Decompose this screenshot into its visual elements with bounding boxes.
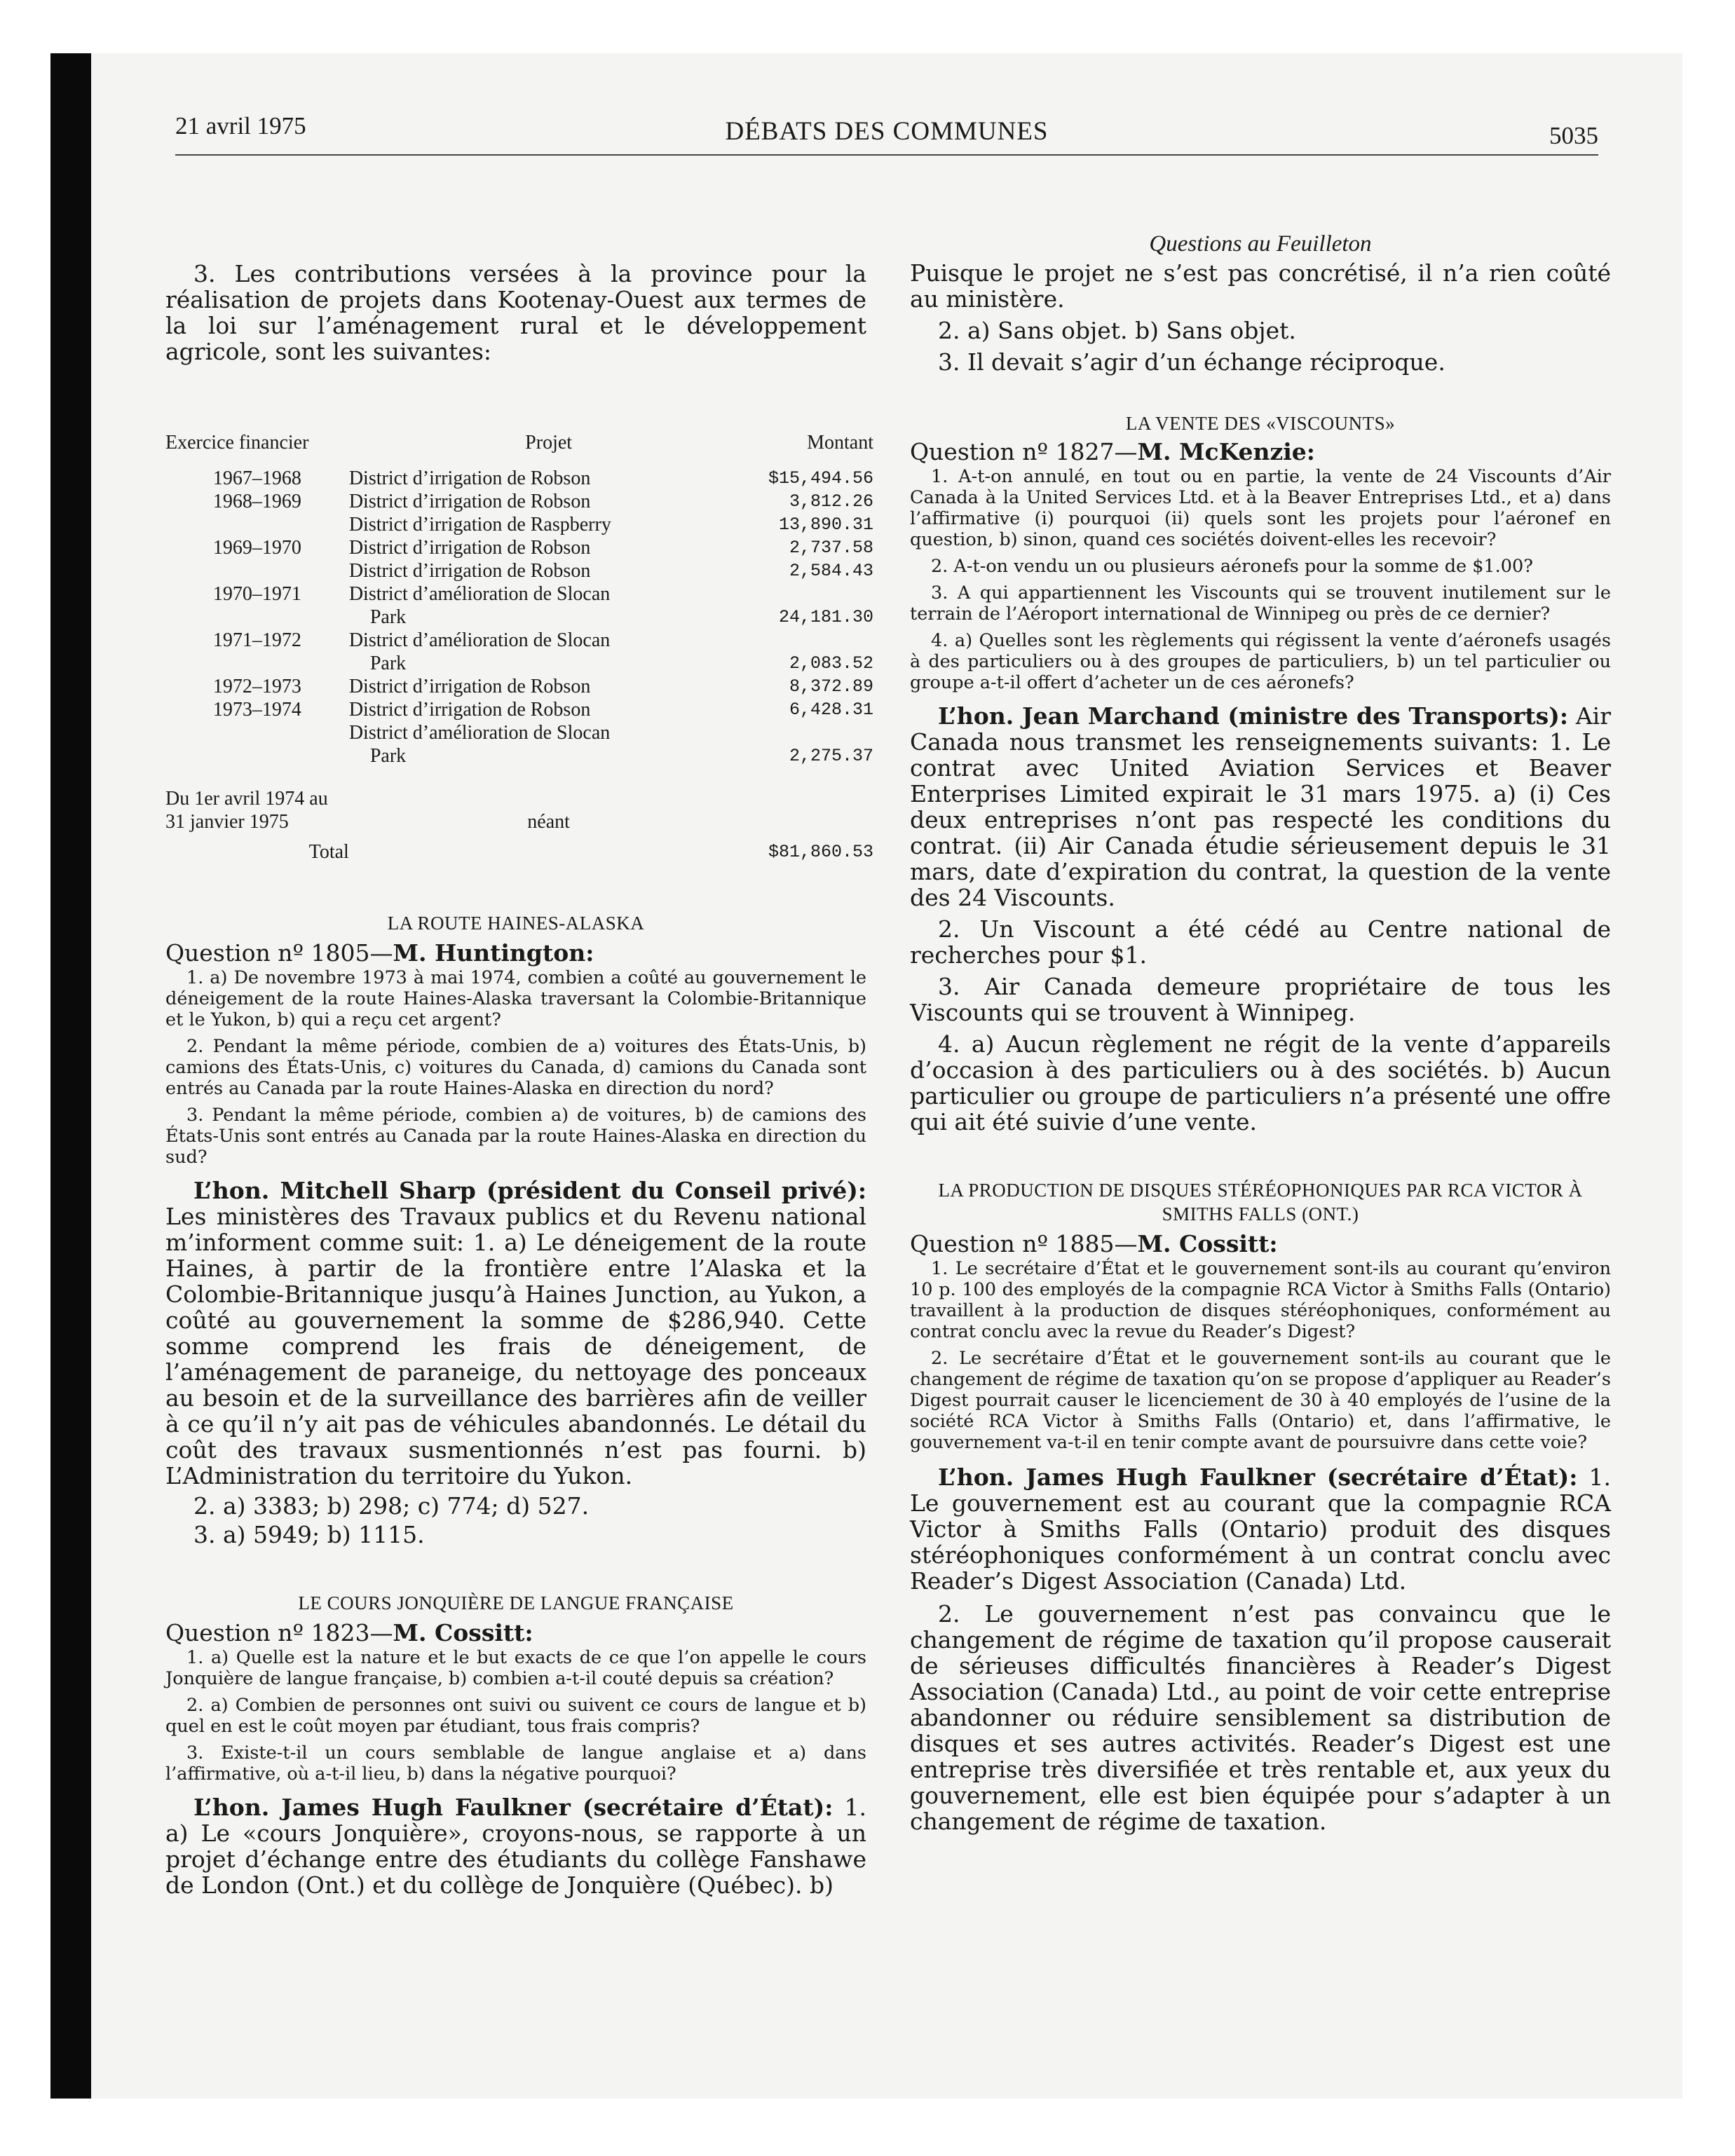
speaker-name: L’hon. James Hugh Faulkner (secrétaire d’État): <box>938 1464 1578 1491</box>
project-cell: District d’irrigation de Robson <box>348 699 591 721</box>
right-column <box>910 231 1611 1834</box>
question-number: Question nº 1827— <box>910 438 1138 465</box>
question-1823 <box>165 1619 866 1647</box>
continued-answer: Puisque le projet ne s’est pas concrétisé, il n’a rien coûté au ministère. <box>910 259 1611 313</box>
answer-item: 2. Le gouvernement n’est pas convaincu que le changement de régime de taxation qu’il propose causerait de sérieuses difficultés financières à Reader’s Digest Association (Canada) Ltd., au point de voir cette entreprise abandonner ou réduire sensiblement sa distribution de disques et ses autres activités. Reader’s Digest est une entreprise très diversifiée et très rentable et, aux yeux du gouvernement, elle est bien équipée pour s’adapter à un changement de régime de taxation. <box>910 1600 1611 1835</box>
answer-item: 3. Air Canada demeure propriétaire de tous les Viscounts qui se trouvent à Winnipeg. <box>910 973 1611 1026</box>
table-row <box>165 467 873 490</box>
answer-item: 4. a) Aucun règlement ne régit de la vente d’appareils d’occasion à des particuliers ou à des sociétés. b) Aucun particulier ou groupe de particuliers n’a présenté une offre qui ait été suivie d’une vente. <box>910 1030 1611 1135</box>
answer-item: 2. a) Sans objet. b) Sans objet. <box>938 317 1296 344</box>
question-item: 1. a) De novembre 1973 à mai 1974, combien a coûté au gouvernement le déneigement de la route Haines-Alaska traversant la Colombie-Britannique et le Yukon, b) qui a reçu cet argent? <box>165 967 866 1030</box>
amount-cell: 3,812.26 <box>789 491 873 512</box>
answer-text: Air Canada nous transmet les renseignements suivants: 1. Le contrat avec United Aviation Services et Beaver Enterprises Limited expirait le 31 mars 1975. a) (i) Ces deux entreprises n’ont pas respecté les conditions du contrat. (ii) Air Canada étudie sérieusement depuis le 31 mars, date d’expiration du contrat, la question de la vente des 24 Viscounts. <box>910 702 1611 911</box>
answer-item: 2. a) 3383; b) 298; c) 774; d) 527. <box>193 1492 590 1520</box>
question-item: 2. a) Combien de personnes ont suivi ou suivent ce cours de langue et b) quel en est le coût moyen par étudiant, tous frais compris? <box>165 1695 866 1737</box>
table-row <box>165 787 873 810</box>
project-cell: District d’irrigation de Robson <box>348 560 591 582</box>
year-cell <box>165 652 349 675</box>
question-number: Question nº 1805— <box>165 939 393 967</box>
left-column <box>165 231 873 1899</box>
answer-faulkner-2 <box>910 1464 1611 1594</box>
contributions-table <box>165 429 873 864</box>
table-row <box>165 810 873 833</box>
question-1827 <box>910 438 1611 466</box>
table-header-row <box>165 429 873 457</box>
page-header <box>175 112 1598 156</box>
question-1805 <box>165 939 866 967</box>
year-cell: 1968–1969 <box>212 491 301 512</box>
year-cell: 1973–1974 <box>212 699 301 721</box>
table-header-cell: Projet <box>525 432 573 453</box>
amount-cell: $15,494.56 <box>768 468 873 489</box>
amount-cell: 8,372.89 <box>789 676 873 697</box>
table-row <box>165 536 873 559</box>
neant-cell: néant <box>527 811 570 833</box>
year-cell <box>165 513 349 536</box>
answer-item: 3. a) 5949; b) 1115. <box>193 1521 425 1548</box>
year-cell <box>165 606 349 629</box>
table-row <box>165 721 873 744</box>
year-cell: 1967–1968 <box>212 468 301 489</box>
speaker-name: L’hon. James Hugh Faulkner (secrétaire d’État): <box>193 1794 834 1821</box>
year-cell: 1970–1971 <box>212 583 301 605</box>
table-total-row <box>165 833 873 864</box>
question-item: 1. Le secrétaire d’État et le gouvernement sont-ils au courant qu’environ 10 p. 100 des employés de la compagnie RCA Victor à Smiths Falls (Ontario) travaillent à la production de disques stéréophoniques, conformément au contrat conclu avec la revue du Reader’s Digest? <box>910 1258 1611 1342</box>
section-heading-jonquiere: LE COURS JONQUIÈRE DE LANGUE FRANÇAISE <box>298 1592 734 1613</box>
speaker-name: L’hon. Mitchell Sharp (président du Conseil privé): <box>193 1177 866 1204</box>
amount-cell <box>748 721 873 744</box>
amount-cell: 2,275.37 <box>789 746 873 766</box>
answer-text: 1. a) Le «cours Jonquière», croyons-nous, se rapporte à un projet d’échange entre des étudiants du collège Fanshawe de London (Ont.) et du collège de Jonquière (Québec). b) <box>165 1794 866 1899</box>
table-row <box>165 698 873 721</box>
scan-left-border <box>50 53 91 2099</box>
answer-item: 2. Un Viscount a été cédé au Centre national de recherches pour $1. <box>910 915 1611 969</box>
project-cell: District d’amélioration de Slocan <box>348 583 611 605</box>
project-cell: District d’irrigation de Robson <box>348 537 591 559</box>
table-row <box>165 744 873 767</box>
header-date: 21 avril 1975 <box>175 112 306 139</box>
question-number: Question nº 1823— <box>165 1619 393 1646</box>
question-item: 2. Pendant la même période, combien de a) voitures des États-Unis, b) camions des États-Unis, c) voitures du Canada, d) camions du Canada sont entrés au Canada par la route Haines-Alaska en direction du nord? <box>165 1036 866 1099</box>
answer-faulkner-1 <box>165 1794 866 1898</box>
table-row <box>165 629 873 652</box>
table-header-cell: Montant <box>807 432 873 453</box>
question-member: M. McKenzie: <box>1137 438 1315 465</box>
answer-sharp <box>165 1178 866 1489</box>
table-row <box>165 606 873 629</box>
amount-cell <box>748 629 873 652</box>
question-member: M. Cossitt: <box>1137 1230 1278 1257</box>
intro-paragraph: 3. Les contributions versées à la province pour la réalisation de projets dans Kootenay-Ouest aux termes de la loi sur l’aménagement rural et le développement agricole, sont les suivantes: <box>165 260 866 365</box>
question-number: Question nº 1885— <box>910 1230 1138 1257</box>
answer-item: 3. Il devait s’agir d’un échange réciproque. <box>938 348 1445 376</box>
amount-cell: 2,083.52 <box>789 653 873 674</box>
project-cell: District d’amélioration de Slocan <box>348 722 611 744</box>
table-row <box>165 513 873 536</box>
project-cell: Park <box>369 653 407 674</box>
section-heading-rca: LA PRODUCTION DE DISQUES STÉRÉOPHONIQUES PAR RCA VICTOR À SMITHS FALLS (ONT.) <box>938 1180 1583 1224</box>
amount-cell <box>748 582 873 606</box>
question-item: 4. a) Quelles sont les règlements qui régissent la vente d’aéronefs usagés à des particuliers ou à des groupes de particuliers, b) un tel particulier ou groupe a-t-il offert d’acheter un de ces aéronefs? <box>910 630 1611 693</box>
project-cell: District d’irrigation de Raspberry <box>348 514 611 535</box>
question-item: 3. Existe-t-il un cours semblable de langue anglaise et a) dans l’affirmative, où a-t-il lieu, b) dans la négative pourquoi? <box>165 1742 866 1785</box>
period-cell: 31 janvier 1975 <box>165 811 289 833</box>
amount-cell: 6,428.31 <box>789 700 873 720</box>
year-cell <box>165 559 349 582</box>
scan-margin-bottom <box>0 2099 1735 2156</box>
answer-text: 1. Le gouvernement est au courant que la compagnie RCA Victor à Smiths Falls (Ontario) produit des disques stéréophoniques conformément à un contrat conclu avec Reader’s Digest Association (Canada) Ltd. <box>910 1464 1611 1595</box>
total-value: $81,860.53 <box>768 842 873 862</box>
project-cell: District d’irrigation de Robson <box>348 491 591 512</box>
year-cell: 1972–1973 <box>212 676 301 697</box>
project-cell: District d’irrigation de Robson <box>348 468 591 489</box>
year-cell <box>165 721 349 744</box>
question-item: 3. A qui appartiennent les Viscounts qui se trouvent inutilement sur le terrain de l’Aéroport international de Winnipeg ou près de ce dernier? <box>910 582 1611 625</box>
project-cell: Park <box>369 606 407 628</box>
question-item: 2. A-t-on vendu un ou plusieurs aéronefs pour la somme de $1.00? <box>931 556 1533 577</box>
section-heading-viscounts: LA VENTE DES «VISCOUNTS» <box>1125 413 1396 434</box>
total-label: Total <box>308 841 349 863</box>
header-page-number: 5035 <box>1549 122 1598 149</box>
amount-cell: 2,584.43 <box>789 561 873 581</box>
table-header-cell: Exercice financier <box>165 432 309 453</box>
question-item: 3. Pendant la même période, combien a) de voitures, b) de camions des États-Unis sont entrés au Canada par la route Haines-Alaska en direction du sud? <box>165 1105 866 1168</box>
question-1885 <box>910 1230 1611 1258</box>
question-item: 1. a) Quelle est la nature et le but exacts de ce que l’on appelle le cours Jonquière de langue française, b) combien a-t-il couté depuis sa création? <box>165 1647 866 1689</box>
answer-text: Les ministères des Travaux publics et du Revenu national m’informent comme suit: 1. a) Le déneigement de la route Haines, à partir de la frontière entre l’Alaska et la Colombie-Britannique jusqu’à Haines Junction, au Yukon, a coûté au gouvernement la somme de $286,940. Cette somme comprend les frais de déneigement, de l’aménagement de paraneige, du nettoyage des ponceaux au besoin et de la surveillance des barrières afin de veiller à ce qu’il n’y ait pas de véhicules abandonnés. Le détail du coût des travaux susmentionnés n’est pas fourni. b) L’Administration du territoire du Yukon. <box>165 1203 866 1489</box>
year-cell <box>165 744 349 767</box>
speaker-name: L’hon. Jean Marchand (ministre des Transports): <box>938 702 1569 730</box>
running-head: Questions au Feuilleton <box>1149 231 1372 257</box>
question-item: 1. A-t-on annulé, en tout ou en partie, la vente de 24 Viscounts d’Air Canada à la United Services Ltd. et à la Beaver Entreprises Ltd., et a) dans l’affirmative (i) pourquoi (ii) quels sont les projets pour l’aéronef en question, b) sinon, quand ces sociétés doivent-elles les recevoir? <box>910 466 1611 550</box>
table-row <box>165 582 873 606</box>
period-cell: Du 1er avril 1974 au <box>165 788 328 810</box>
question-member: M. Cossitt: <box>393 1619 533 1646</box>
amount-cell: 24,181.30 <box>778 607 873 627</box>
amount-cell: 13,890.31 <box>778 514 873 535</box>
year-cell: 1969–1970 <box>212 537 301 559</box>
table-row <box>165 652 873 675</box>
table-row <box>165 675 873 698</box>
amount-cell: 2,737.58 <box>789 538 873 558</box>
answer-marchand <box>910 703 1611 910</box>
section-heading-haines: LA ROUTE HAINES-ALASKA <box>387 913 645 934</box>
table-row <box>165 490 873 513</box>
project-cell: District d’irrigation de Robson <box>348 676 591 697</box>
question-member: M. Huntington: <box>393 939 594 967</box>
year-cell: 1971–1972 <box>212 629 301 651</box>
project-cell: District d’amélioration de Slocan <box>348 629 611 651</box>
scan-margin-top <box>0 0 1735 53</box>
header-title: DÉBATS DES COMMUNES <box>725 117 1049 146</box>
project-cell: Park <box>369 745 407 767</box>
question-item: 2. Le secrétaire d’État et le gouvernement sont-ils au courant que le changement de régime de taxation qu’on se propose d’appliquer au Reader’s Digest pourrait causer le licenciement de 30 à 40 employés de l’usine de la société RCA Victor à Smiths Falls (Ontario) et, dans l’affirmative, le gouvernement va-t-il en tenir compte avant de poursuivre dans cette voie? <box>910 1348 1611 1453</box>
table-row <box>165 559 873 582</box>
